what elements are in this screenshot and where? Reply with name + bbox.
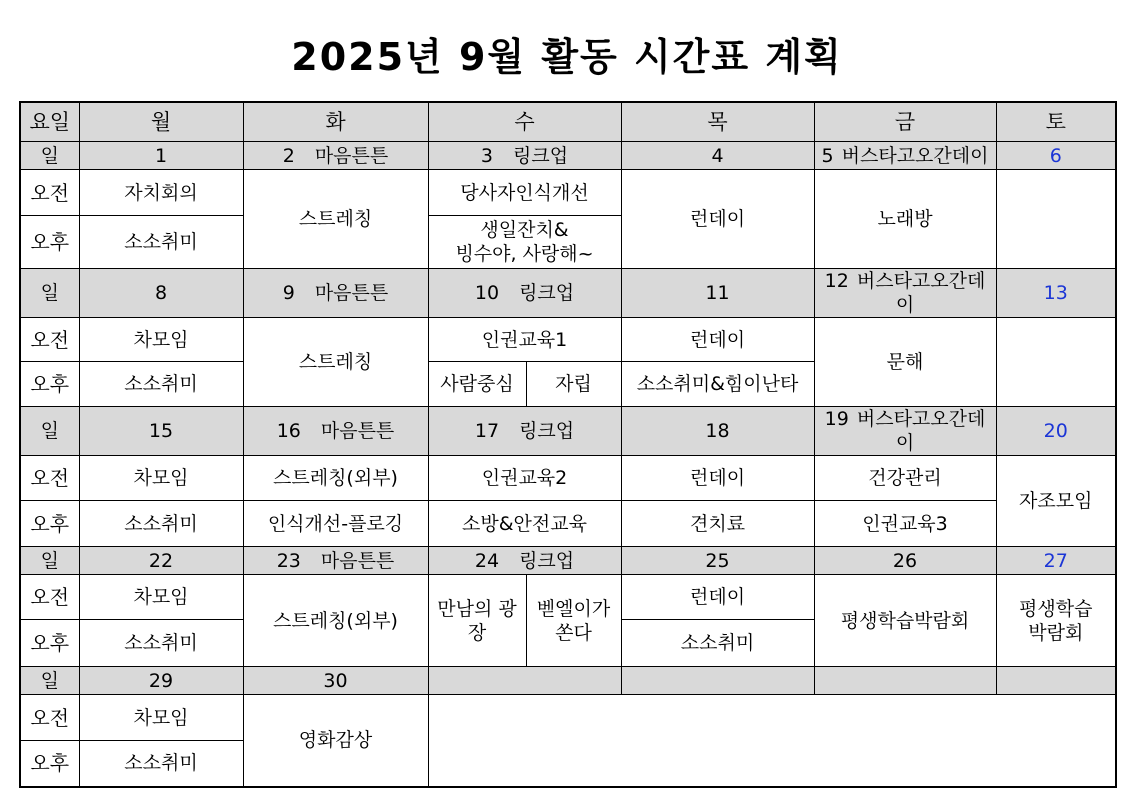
am-label: 오전 (20, 456, 79, 501)
activity-cell: 소소취미 (79, 620, 243, 667)
activity-cell: 인권교육3 (814, 501, 996, 547)
schedule-table (19, 101, 1117, 788)
pm-label: 오후 (20, 620, 79, 667)
sunday-label: 일 (20, 269, 79, 318)
date-cell: 22 (79, 547, 243, 575)
header-thu: 목 (621, 102, 814, 142)
date-row-week4 (20, 547, 1116, 575)
header-wed: 수 (428, 102, 621, 142)
date-cell: 29 (79, 667, 243, 695)
date-row-week3 (20, 407, 1116, 456)
pm-label: 오후 (20, 216, 79, 269)
date-cell-saturday: 27 (996, 547, 1116, 575)
header-sat: 토 (996, 102, 1116, 142)
activity-cell: 차모임 (79, 318, 243, 362)
activity-cell: 평생학습 박람회 (996, 575, 1116, 667)
date-cell: 24 링크업 (428, 547, 621, 575)
date-cell: 4 (621, 142, 814, 170)
activity-cell: 자치회의 (79, 170, 243, 216)
activity-cell: 사람중심 (428, 362, 526, 407)
activity-cell: 소방&안전교육 (428, 501, 621, 547)
date-cell-empty (814, 667, 996, 695)
date-cell: 10 링크업 (428, 269, 621, 318)
date-cell: 19 버스타고오간데이 (814, 407, 996, 456)
am-label: 오전 (20, 575, 79, 620)
header-day-label: 요일 (20, 102, 79, 142)
activity-cell: 평생학습박람회 (814, 575, 996, 667)
pm-label: 오후 (20, 362, 79, 407)
date-cell: 23 마음튼튼 (243, 547, 428, 575)
date-cell-empty (428, 667, 621, 695)
activity-cell: 런데이 (621, 575, 814, 620)
activity-cell: 런데이 (621, 170, 814, 269)
activity-cell: 인식개선-플로깅 (243, 501, 428, 547)
activity-cell-empty (428, 695, 1116, 787)
activity-cell: 벧엘이가 쏜다 (526, 575, 621, 667)
date-cell-empty (621, 667, 814, 695)
sunday-label: 일 (20, 547, 79, 575)
activity-cell: 런데이 (621, 456, 814, 501)
activity-cell: 차모임 (79, 695, 243, 741)
header-mon: 월 (79, 102, 243, 142)
sunday-label: 일 (20, 142, 79, 170)
page-title: 2025년 9월 활동 시간표 계획 (291, 35, 843, 79)
activity-cell: 차모임 (79, 456, 243, 501)
activity-cell: 문해 (814, 318, 996, 407)
activity-cell: 스트레칭(외부) (243, 456, 428, 501)
date-cell: 9 마음튼튼 (243, 269, 428, 318)
activity-cell: 자조모임 (996, 456, 1116, 547)
date-cell: 15 (79, 407, 243, 456)
am-row-week3 (20, 456, 1116, 501)
date-cell-saturday: 20 (996, 407, 1116, 456)
date-cell: 12 버스타고오간데이 (814, 269, 996, 318)
date-cell: 26 (814, 547, 996, 575)
date-cell-saturday: 13 (996, 269, 1116, 318)
activity-cell: 노래방 (814, 170, 996, 269)
date-cell: 11 (621, 269, 814, 318)
pm-row-week3 (20, 501, 1116, 547)
activity-cell: 런데이 (621, 318, 814, 362)
date-cell: 17 링크업 (428, 407, 621, 456)
header-row (20, 102, 1116, 142)
date-row-week1 (20, 142, 1116, 170)
am-label: 오전 (20, 170, 79, 216)
date-cell: 30 (243, 667, 428, 695)
activity-cell: 소소취미 (79, 216, 243, 269)
activity-cell: 만남의 광장 (428, 575, 526, 667)
header-tue: 화 (243, 102, 428, 142)
am-row-week4 (20, 575, 1116, 620)
activity-cell: 스트레칭 (243, 170, 428, 269)
activity-cell: 차모임 (79, 575, 243, 620)
activity-cell: 자립 (526, 362, 621, 407)
date-row-week2 (20, 269, 1116, 318)
activity-cell: 생일잔치& 빙수야, 사랑해~ (428, 216, 621, 269)
am-row-week1 (20, 170, 1116, 216)
activity-cell-empty (996, 318, 1116, 407)
date-row-week5 (20, 667, 1116, 695)
date-cell: 18 (621, 407, 814, 456)
am-label: 오전 (20, 695, 79, 741)
activity-cell: 스트레칭(외부) (243, 575, 428, 667)
activity-cell: 건강관리 (814, 456, 996, 501)
date-cell: 3 링크업 (428, 142, 621, 170)
date-cell-empty (996, 667, 1116, 695)
date-cell: 5 버스타고오간데이 (814, 142, 996, 170)
activity-cell: 소소취미 (79, 362, 243, 407)
pm-label: 오후 (20, 741, 79, 787)
date-cell: 25 (621, 547, 814, 575)
sunday-label: 일 (20, 407, 79, 456)
activity-cell: 소소취미&힘이난타 (621, 362, 814, 407)
am-row-week5 (20, 695, 1116, 741)
activity-cell: 소소취미 (79, 501, 243, 547)
header-fri: 금 (814, 102, 996, 142)
am-row-week2 (20, 318, 1116, 362)
pm-label: 오후 (20, 501, 79, 547)
activity-cell: 인권교육1 (428, 318, 621, 362)
date-cell: 2 마음튼튼 (243, 142, 428, 170)
activity-cell: 견치료 (621, 501, 814, 547)
activity-cell: 스트레칭 (243, 318, 428, 407)
activity-cell: 영화감상 (243, 695, 428, 787)
activity-cell: 당사자인식개선 (428, 170, 621, 216)
activity-cell: 인권교육2 (428, 456, 621, 501)
date-cell: 1 (79, 142, 243, 170)
activity-cell-empty (996, 170, 1116, 269)
sunday-label: 일 (20, 667, 79, 695)
date-cell: 16 마음튼튼 (243, 407, 428, 456)
activity-cell: 소소취미 (621, 620, 814, 667)
date-cell-saturday: 6 (996, 142, 1116, 170)
date-cell: 8 (79, 269, 243, 318)
activity-cell: 소소취미 (79, 741, 243, 787)
am-label: 오전 (20, 318, 79, 362)
